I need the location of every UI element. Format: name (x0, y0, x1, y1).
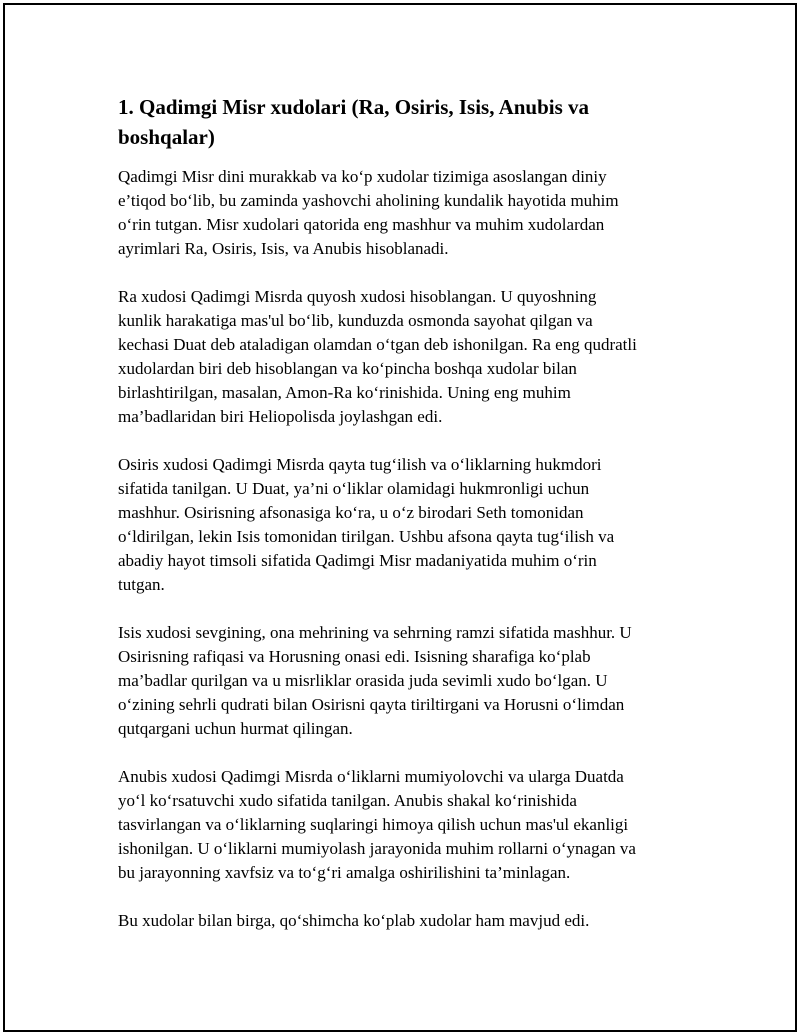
text-line: tutgan. (118, 575, 165, 594)
text-line: ayrimlari Ra, Osiris, Isis, va Anubis hisoblanadi. (118, 239, 449, 258)
text-line: qutqargani uchun hurmat qilingan. (118, 719, 353, 738)
text-line: Anubis xudosi Qadimgi Misrda o‘liklarni mumiyolovchi va ularga Duatda (118, 767, 624, 786)
text-line: e’tiqod bo‘lib, bu zaminda yashovchi aholining kundalik hayotida muhim (118, 191, 619, 210)
text-line: ma’badlar qurilgan va u misrliklar orasida juda sevimli xudo bo‘lgan. U (118, 671, 608, 690)
text-line: bu jarayonning xavfsiz va to‘g‘ri amalga oshirilishini ta’minlagan. (118, 863, 571, 882)
text-line: ishonilgan. U o‘liklarni mumiyolash jarayonida muhim rollarni o‘ynagan va (118, 839, 636, 858)
section-heading (118, 92, 683, 152)
text-line: Bu xudolar bilan birga, qo‘shimcha ko‘plab xudolar ham mavjud edi. (118, 911, 590, 930)
heading-line: boshqalar) (118, 125, 215, 149)
text-line: kunlik harakatiga mas'ul bo‘lib, kunduzda osmonda sayohat qilgan va (118, 311, 593, 330)
paragraph-anubis (118, 765, 683, 885)
text-line: kechasi Duat deb ataladigan olamdan o‘tgan deb ishonilgan. Ra eng qudratli (118, 335, 637, 354)
text-line: sifatida tanilgan. U Duat, ya’ni o‘liklar olamidagi hukmronligi uchun (118, 479, 590, 498)
text-line: Isis xudosi sevgining, ona mehrining va sehrning ramzi sifatida mashhur. U (118, 623, 632, 642)
text-line: yo‘l ko‘rsatuvchi xudo sifatida tanilgan. Anubis shakal ko‘rinishida (118, 791, 577, 810)
text-line: o‘zining sehrli qudrati bilan Osirisni qayta tiriltirgani va Horusni o‘limdan (118, 695, 625, 714)
heading-line: 1. Qadimgi Misr xudolari (Ra, Osiris, Isis, Anubis va (118, 95, 590, 119)
text-line: Qadimgi Misr dini murakkab va ko‘p xudolar tizimiga asoslangan diniy (118, 167, 607, 186)
paragraph-isis (118, 621, 683, 741)
text-line: birlashtirilgan, masalan, Amon-Ra ko‘rinishida. Uning eng muhim (118, 383, 571, 402)
text-line: Ra xudosi Qadimgi Misrda quyosh xudosi hisoblangan. U quyoshning (118, 287, 597, 306)
text-line: Osiris xudosi Qadimgi Misrda qayta tug‘ilish va o‘liklarning hukmdori (118, 455, 602, 474)
text-line: mashhur. Osirisning afsonasiga ko‘ra, u o‘z birodari Seth tomonidan (118, 503, 584, 522)
paragraph-closing (118, 909, 683, 933)
text-line: xudolardan biri deb hisoblangan va ko‘pincha boshqa xudolar bilan (118, 359, 577, 378)
text-line: o‘ldirilgan, lekin Isis tomonidan tirilgan. Ushbu afsona qayta tug‘ilish va (118, 527, 615, 546)
text-line: ma’badlaridan biri Heliopolisda joylashgan edi. (118, 407, 443, 426)
paragraph-ra (118, 285, 683, 429)
paragraph-intro (118, 165, 683, 261)
text-line: Osirisning rafiqasi va Horusning onasi edi. Isisning sharafiga ko‘plab (118, 647, 591, 666)
text-line: abadiy hayot timsoli sifatida Qadimgi Misr madaniyatida muhim o‘rin (118, 551, 597, 570)
text-line: o‘rin tutgan. Misr xudolari qatorida eng mashhur va muhim xudolardan (118, 215, 605, 234)
paragraph-osiris (118, 453, 683, 597)
text-line: tasvirlangan va o‘liklarning suqlaringi himoya qilish uchun mas'ul ekanligi (118, 815, 629, 834)
document-body (118, 92, 683, 957)
